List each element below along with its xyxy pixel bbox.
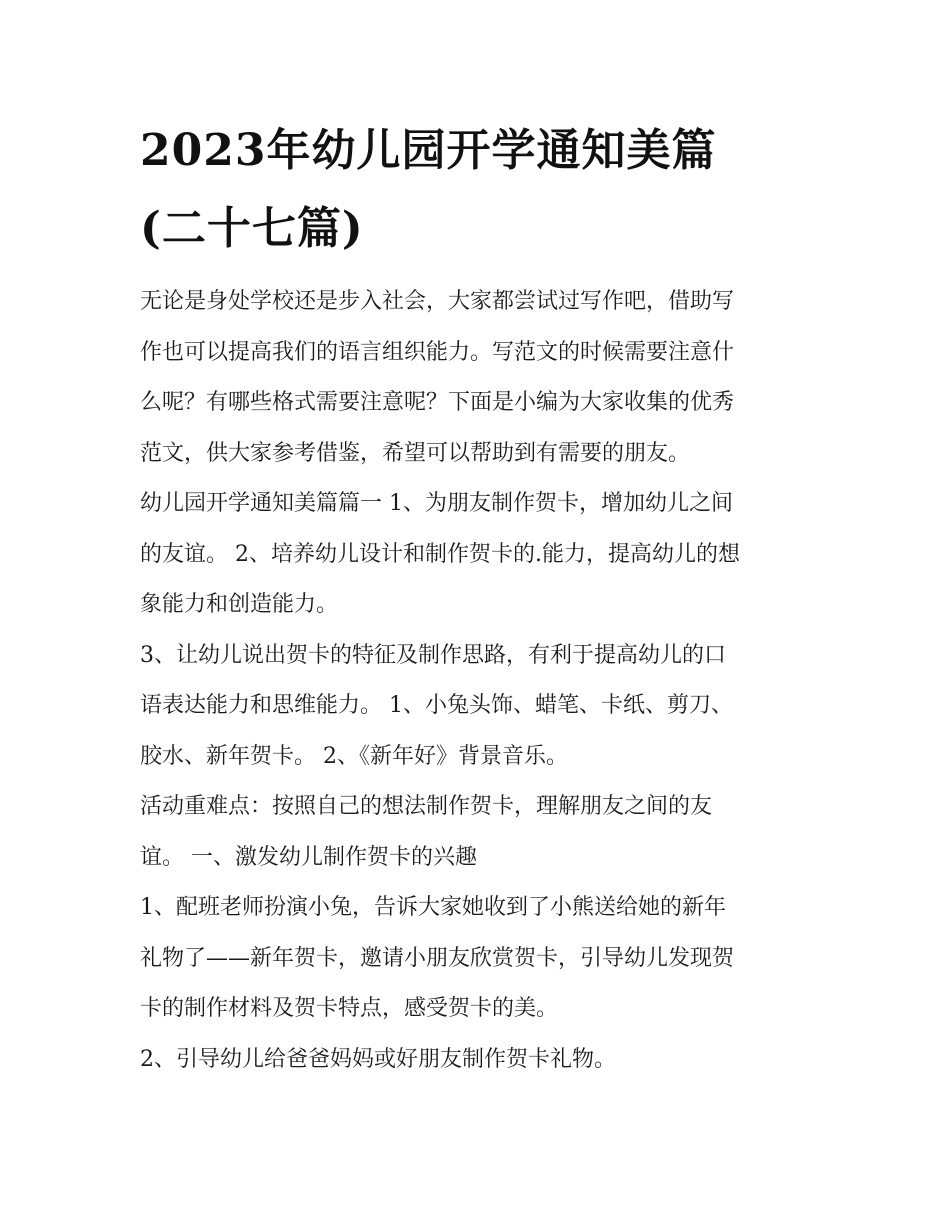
- paragraph-step-one: [140, 883, 820, 1035]
- text-line: 无论是身处学校还是步入社会，大家都尝试过写作吧，借助写: [140, 289, 735, 314]
- document-body: [140, 277, 820, 1085]
- text-line: 卡的制作材料及贺卡特点，感受贺卡的美。: [140, 996, 559, 1021]
- text-line: 1、配班老师扮演小兔，告诉大家她收到了小熊送给她的新年: [140, 895, 726, 920]
- text-line: 活动重难点：按照自己的想法制作贺卡，理解朋友之间的友: [140, 794, 713, 819]
- text-line: 谊。 一、激发幼儿制作贺卡的兴趣: [140, 844, 477, 870]
- text-line: 3、让幼儿说出贺卡的特征及制作思路，有利于提高幼儿的口: [140, 642, 726, 668]
- text-line: 范文，供大家参考借鉴，希望可以帮助到有需要的朋友。: [140, 440, 691, 466]
- text-line: 象能力和创造能力。: [140, 592, 339, 617]
- text-line: 2、引导幼儿给爸爸妈妈或好朋友制作贺卡礼物。: [140, 1046, 616, 1072]
- title-line-1: 2023年幼儿园开学通知美篇: [140, 125, 717, 176]
- text-line: 么呢？有哪些格式需要注意呢？下面是小编为大家收集的优秀: [140, 390, 735, 415]
- paragraph-section-one: [140, 479, 820, 631]
- text-line: 胶水、新年贺卡。 2、《新年好》背景音乐。: [140, 743, 568, 769]
- text-line: 作也可以提高我们的语言组织能力。写范文的时候需要注意什: [140, 339, 735, 365]
- title-line-2: (二十七篇): [140, 203, 364, 254]
- paragraph-goal-three: [140, 631, 820, 783]
- paragraph-key-points: [140, 782, 820, 883]
- text-line: 礼物了——新年贺卡，邀请小朋友欣赏贺卡，引导幼儿发现贺: [140, 945, 735, 971]
- text-line: 的友谊。 2、培养幼儿设计和制作贺卡的.能力，提高幼儿的想: [140, 541, 740, 567]
- paragraph-step-two: [140, 1035, 820, 1086]
- text-line: 幼儿园开学通知美篇篇一 1、为朋友制作贺卡，增加幼儿之间: [140, 491, 733, 516]
- paragraph-intro: [140, 277, 820, 479]
- text-line: 语表达能力和思维能力。 1、小兔头饰、蜡笔、卡纸、剪刀、: [140, 693, 733, 718]
- document-title: [140, 112, 820, 268]
